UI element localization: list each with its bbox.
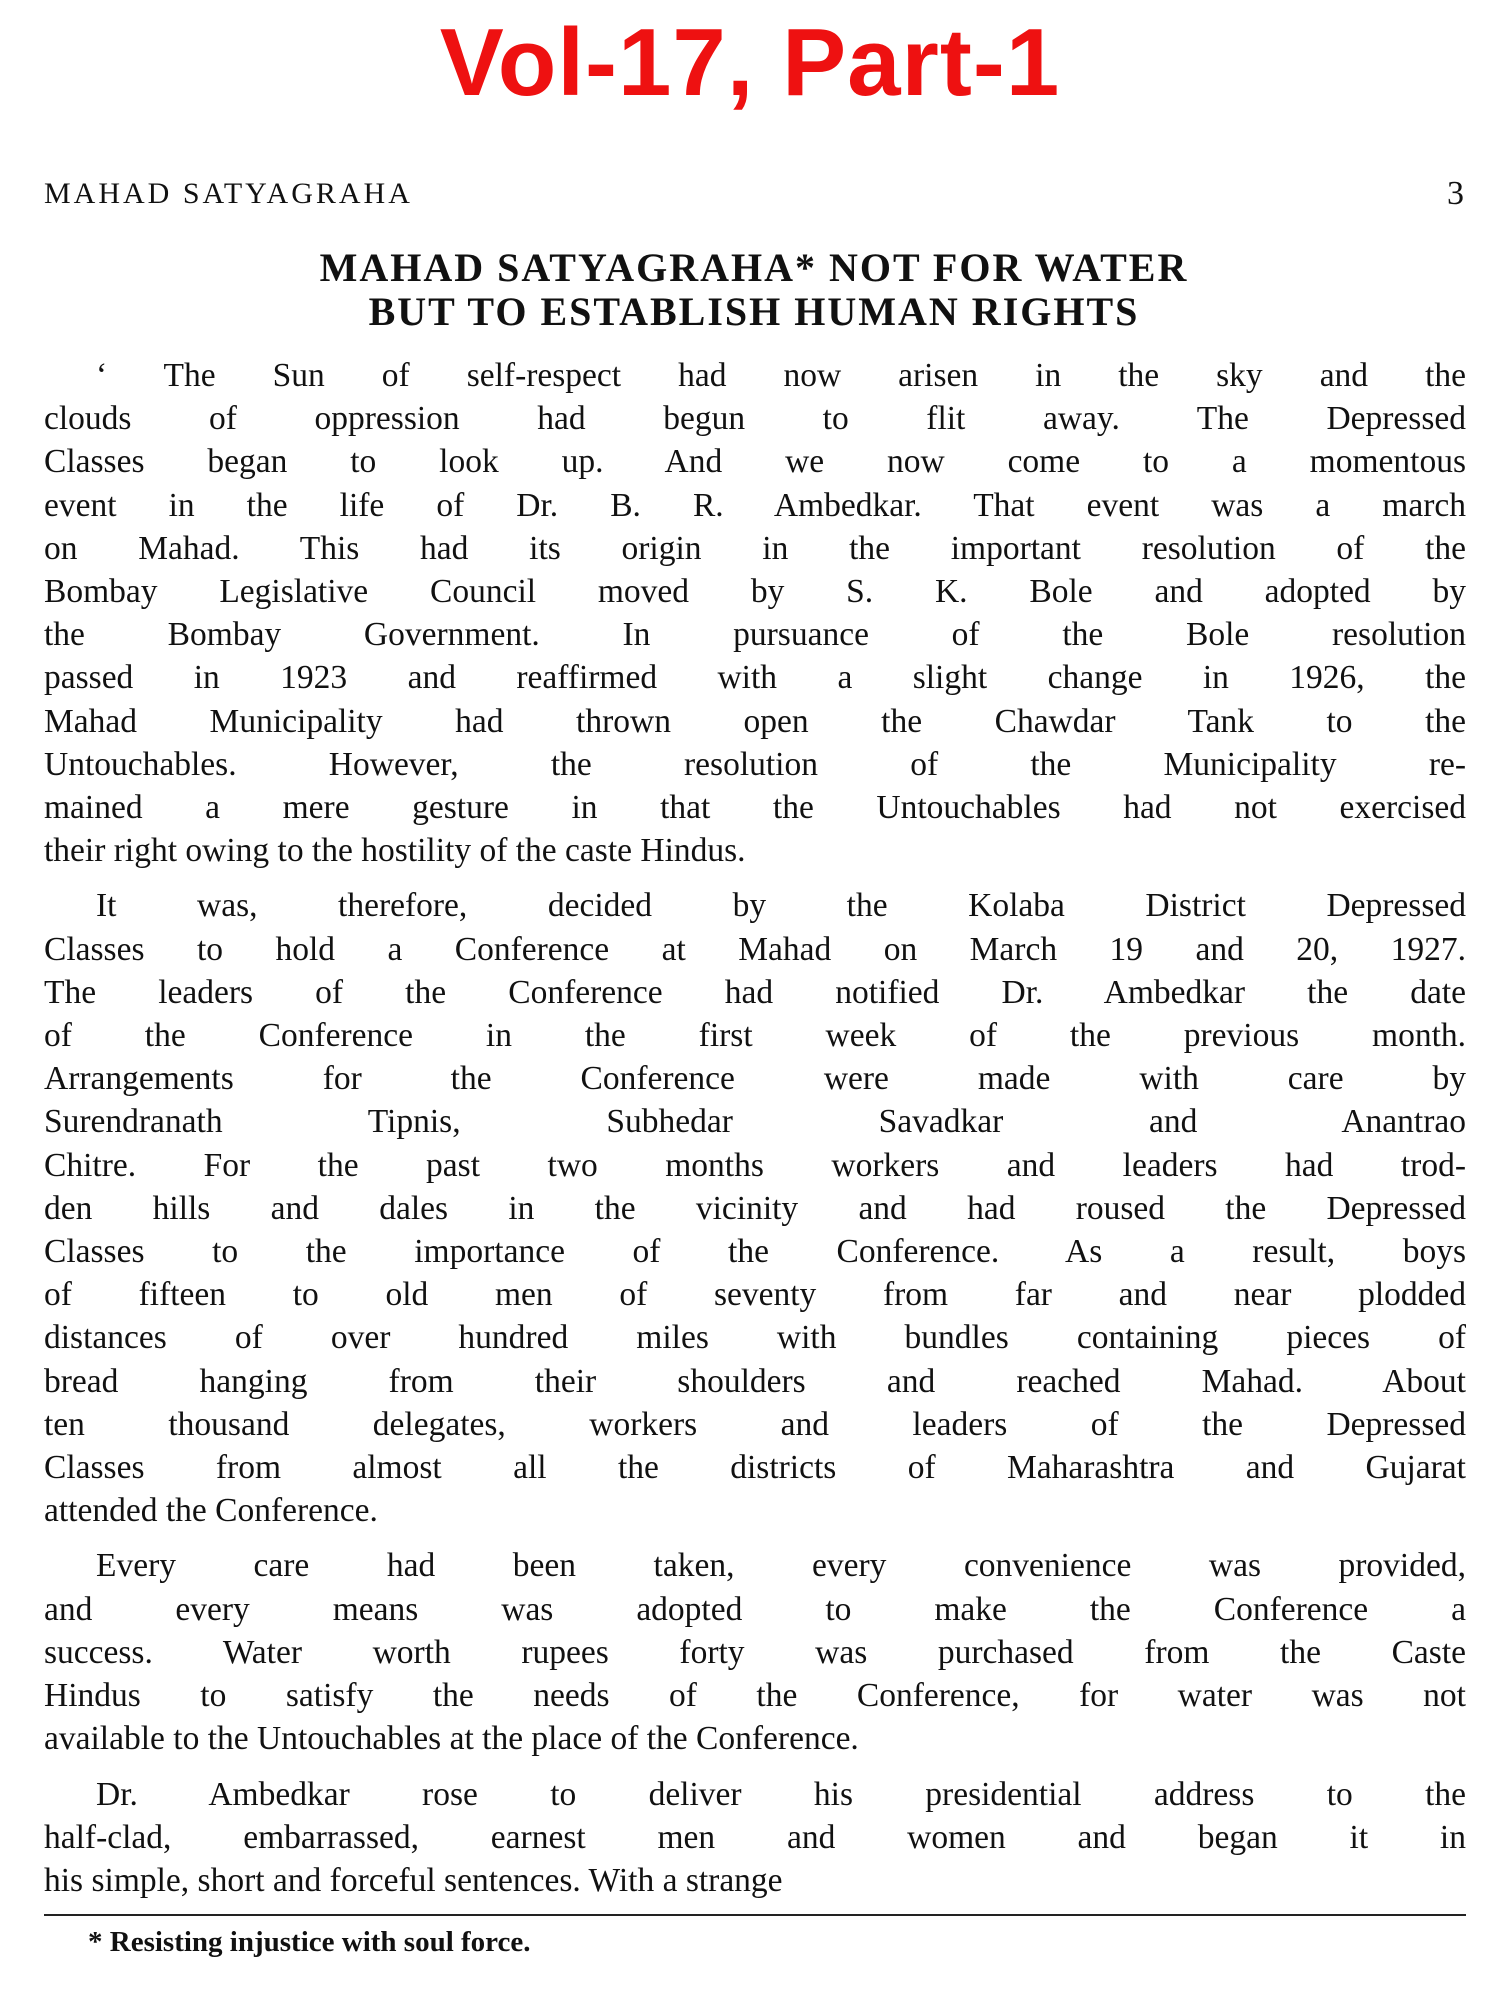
paragraph-line: success. Water worth rupees forty was purchased from the Caste — [44, 1633, 1466, 1671]
article-body — [44, 354, 1466, 1914]
volume-banner: Vol-17, Part-1 — [439, 9, 1061, 116]
paragraph-line: Untouchables. However, the resolution of the Municipality re- — [44, 745, 1466, 783]
paragraph-line: Classes began to look up. And we now come to a momentous — [44, 443, 1466, 481]
paragraph-line: distances of over hundred miles with bundles containing pieces of — [44, 1319, 1466, 1357]
article-title-line-2: BUT TO ESTABLISH HUMAN RIGHTS — [368, 289, 1140, 334]
paragraph-line: mained a mere gesture in that the Untouchables had not exercised — [44, 789, 1466, 827]
paragraph-line: Hindus to satisfy the needs of the Conference, for water was not — [44, 1677, 1466, 1715]
paragraph-line: Classes to the importance of the Conference. As a result, boys — [44, 1233, 1466, 1271]
paragraph-line: on Mahad. This had its origin in the important resolution of the — [44, 529, 1466, 567]
footnote-divider — [44, 1914, 1466, 1916]
paragraph-line: Every care had been taken, every convenience was provided, — [96, 1547, 1466, 1585]
paragraph-line: attended the Conference. — [44, 1492, 378, 1530]
paragraph-line: ‘ The Sun of self-respect had now arisen in the sky and the — [96, 357, 1466, 394]
article-title — [44, 246, 1464, 334]
paragraph-line: of fifteen to old men of seventy from far and near plodded — [44, 1276, 1466, 1314]
paragraph-line: Surendranath Tipnis, Subhedar Savadkar and Anantrao — [44, 1103, 1466, 1141]
paragraph-line: The leaders of the Conference had notified Dr. Ambedkar the date — [44, 973, 1466, 1011]
paragraph-line: Bombay Legislative Council moved by S. K. Bole and adopted by — [44, 573, 1466, 611]
paragraph-line: bread hanging from their shoulders and reached Mahad. About — [44, 1362, 1466, 1400]
paragraph-line: half-clad, embarrassed, earnest men and women and began it in — [44, 1818, 1466, 1856]
paragraph-line: Classes to hold a Conference at Mahad on March 19 and 20, 1927. — [44, 930, 1466, 968]
paragraph-line: his simple, short and forceful sentences. With a strange — [44, 1861, 783, 1899]
paragraph-line: It was, therefore, decided by the Kolaba District Depressed — [96, 887, 1466, 925]
article-title-line-1: MAHAD SATYAGRAHA* NOT FOR WATER — [319, 245, 1189, 290]
paragraph — [44, 1544, 1466, 1760]
page-header — [44, 174, 1464, 214]
paragraph-line: and every means was adopted to make the Conference a — [44, 1590, 1466, 1628]
paragraph-line: passed in 1923 and reaffirmed with a slight change in 1926, the — [44, 659, 1466, 697]
paragraph-line: their right owing to the hostility of the caste Hindus. — [44, 832, 746, 870]
paragraph — [44, 884, 1466, 1532]
paragraph-line: ten thousand delegates, workers and leaders of the Depressed — [44, 1405, 1466, 1443]
paragraph-line: event in the life of Dr. B. R. Ambedkar. That event was a march — [44, 486, 1466, 524]
paragraph-line: available to the Untouchables at the place of the Conference. — [44, 1720, 859, 1758]
paragraph-line: of the Conference in the first week of the previous month. — [44, 1017, 1466, 1055]
running-title: MAHAD SATYAGRAHA — [44, 177, 413, 210]
paragraph-line: Mahad Municipality had thrown open the Chawdar Tank to the — [44, 702, 1466, 740]
paragraph-line: den hills and dales in the vicinity and had roused the Depressed — [44, 1189, 1466, 1227]
paragraph-line: Arrangements for the Conference were made with care by — [44, 1060, 1466, 1098]
paragraph-line: the Bombay Government. In pursuance of the Bole resolution — [44, 616, 1466, 654]
paragraph-line: Dr. Ambedkar rose to deliver his presidential address to the — [96, 1775, 1466, 1813]
paragraph — [44, 354, 1466, 872]
page-number: 3 — [1447, 175, 1464, 212]
paragraph — [44, 1773, 1466, 1903]
paragraph-line: Chitre. For the past two months workers and leaders had trod- — [44, 1146, 1466, 1184]
footnote: * Resisting injustice with soul force. — [88, 1926, 531, 1958]
paragraph-line: Classes from almost all the districts of Maharashtra and Gujarat — [44, 1449, 1466, 1487]
paragraph-line: clouds of oppression had begun to flit away. The Depressed — [44, 400, 1466, 438]
